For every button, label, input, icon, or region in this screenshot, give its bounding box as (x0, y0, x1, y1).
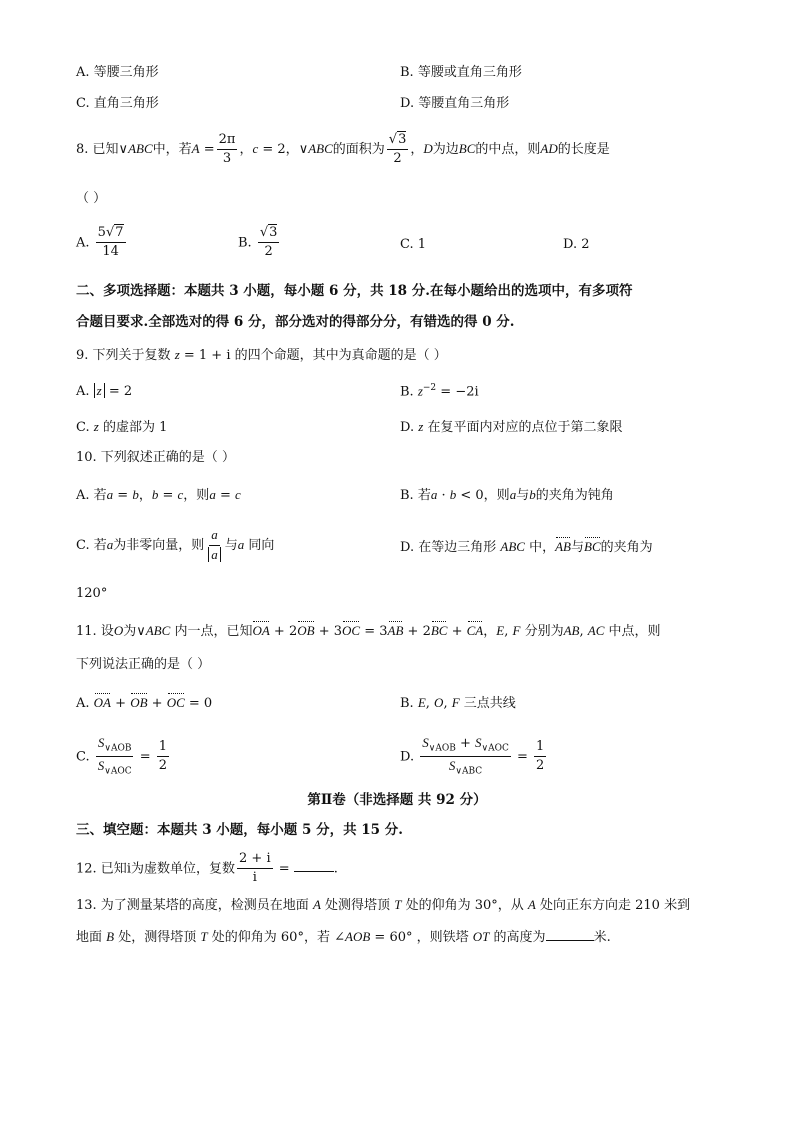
q8-option-c: C. 1 (400, 237, 427, 252)
q13-stem-line1: 13. 为了测量某塔的高度，检测员在地面 A 处测得塔顶 T 处的仰角为 30°，从 A 处向正东方向走 210 米到 (76, 897, 691, 913)
q8-option-a: A. $\frac{5√7}{14}$ (76, 225, 124, 260)
q8-option-b: B. $\frac{√3}{2}$ (238, 225, 278, 260)
section-3-heading: 三、填空题：本题共 3 小题，每小题 5 分，共 15 分. (76, 822, 403, 838)
fraction: $\frac{√3}{2}$ (259, 225, 278, 260)
q9-stem: 9. 下列关于复数 z = 1 + i 的四个命题，其中为真命题的是（ ） (76, 347, 447, 363)
fraction: $\frac{1}{2}$ (158, 739, 168, 774)
q11-option-d: D. $\frac{S_{\vee AOB} + S_{\vee AOC}}{S_{\vee ABC}}$ = $\frac{1}{2}$ (400, 735, 545, 778)
answer-blank[interactable] (294, 871, 334, 872)
q10-option-d-value: 120° (76, 586, 108, 601)
q12-stem: 12. 已知i为虚数单位，复数 $\frac{2 + i}{i}$ = . (76, 851, 338, 886)
q10-option-d: D. 在等边三角形 ABC 中，AB与BC的夹角为 (400, 539, 653, 555)
fraction: $\frac{a}{a}$ (206, 528, 223, 563)
q10-option-c: C. 若a为非零向量，则 $\frac{a}{a}$ 与a 同向 (76, 527, 275, 562)
q13-stem-line2: 地面 B 处，测得塔顶 T 处的仰角为 60°，若 ∠AOB = 60° ，则铁塔 OT 的高度为 米. (76, 929, 611, 945)
q11-stem-line2: 下列说法正确的是（ ） (76, 657, 211, 672)
q9-option-a: A. z = 2 (76, 383, 133, 399)
fraction: $\frac{2 + i}{i}$ (239, 851, 271, 886)
q8-stem: 8. 已知∨ABC中，若A = $\frac{2\pi}{3}$ ，c = 2，∨ABC的面积为 $\frac{√3}{2}$ ，D为边BC的中点，则AD的长度是 (76, 131, 610, 166)
fraction: $\frac{√3}{2}$ (388, 131, 407, 166)
fraction: $\frac{S_{\vee AOB} + S_{\vee AOC}}{S_{\vee ABC}}$ (422, 735, 509, 778)
q7-option-a: A. 等腰三角形 (76, 65, 159, 80)
q11-option-a: A. OA + OB + OC = 0 (76, 695, 213, 711)
fraction: $\frac{1}{2}$ (536, 739, 545, 774)
q9-option-d: D. z 在复平面内对应的点位于第二象限 (400, 419, 623, 435)
part-2-title: 第Ⅱ卷（非选择题 共 92 分） (307, 792, 487, 808)
fraction: $\frac{S_{\vee AOB}}{S_{\vee AOC}}$ (97, 735, 132, 778)
q10-option-b: B. 若a · b < 0，则a与b的夹角为钝角 (400, 487, 614, 503)
fraction: $\frac{2\pi}{3}$ (218, 131, 236, 166)
section-2-heading-line2: 合题目要求.全部选对的得 6 分，部分选对的得部分分，有错选的得 0 分. (76, 314, 515, 330)
q9-option-b: B. $z^{-2} = -2i$ (400, 383, 479, 400)
section-2-heading-line1: 二、多项选择题：本题共 3 小题，每小题 6 分，共 18 分.在每小题给出的选项中，有多项符 (76, 283, 633, 299)
q10-stem: 10. 下列叙述正确的是（ ） (76, 450, 235, 465)
q7-option-d: D. 等腰直角三角形 (400, 96, 510, 111)
q8-stem-prefix: 8. 已知 (76, 142, 119, 157)
q9-option-c: C. z 的虚部为 1 (76, 419, 168, 435)
fraction: $\frac{5√7}{14}$ (97, 225, 124, 260)
q10-option-a: A. 若a = b，b = c，则a = c (76, 487, 241, 503)
q8-option-d: D. 2 (563, 237, 590, 252)
answer-blank[interactable] (546, 940, 594, 941)
q7-option-b: B. 等腰或直角三角形 (400, 65, 522, 80)
q8-answer-paren: （ ） (76, 191, 107, 206)
q11-option-b: B. E, O, F 三点共线 (400, 695, 516, 711)
q7-option-c: C. 直角三角形 (76, 96, 159, 111)
q11-option-c: C. $\frac{S_{\vee AOB}}{S_{\vee AOC}}$ = $\frac{1}{2}$ (76, 735, 168, 778)
q11-stem: 11. 设O为∨ABC 内一点，已知OA + 2OB + 3OC = 3AB + 2BC + CA，E, F 分别为AB, AC 中点，则 (76, 623, 661, 639)
